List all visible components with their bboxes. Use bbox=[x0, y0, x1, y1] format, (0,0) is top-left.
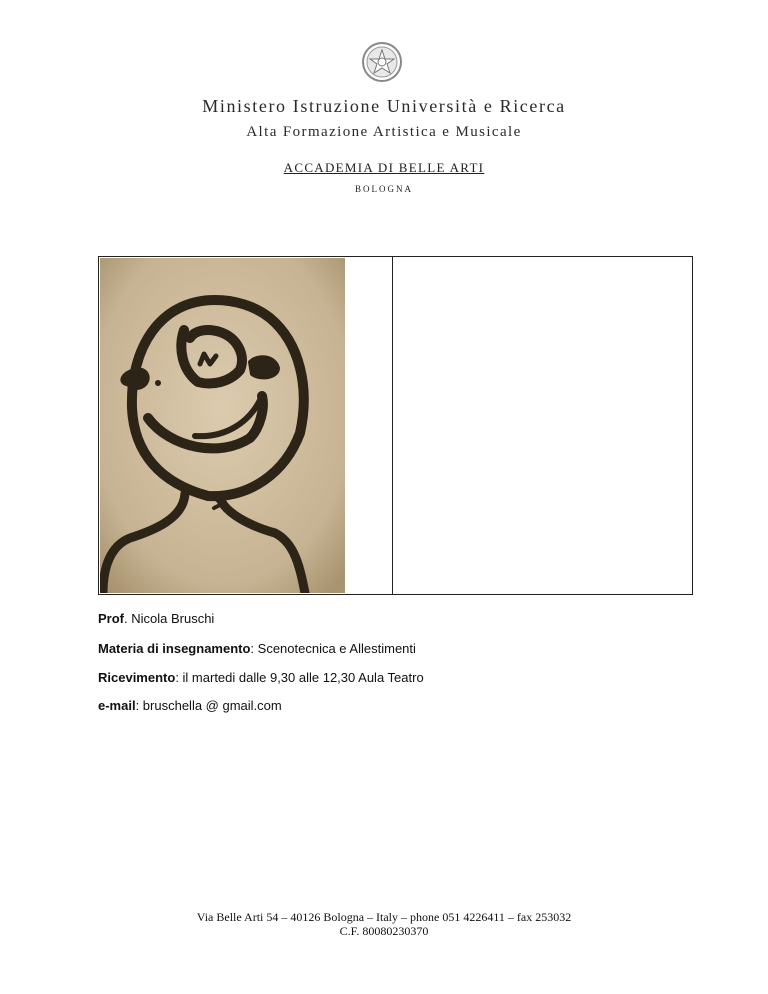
afam-subtitle: Alta Formazione Artistica e Musicale bbox=[246, 124, 522, 140]
footer-address: Via Belle Arti 54 – 40126 Bologna – Italy – phone 051 4226411 – fax 253032 bbox=[196, 910, 572, 924]
office-hours-line bbox=[98, 670, 424, 685]
italian-republic-emblem-icon bbox=[360, 40, 404, 84]
city-name: BOLOGNA bbox=[355, 184, 413, 194]
professor-name: . Nicola Bruschi bbox=[124, 611, 215, 626]
email-value[interactable]: : bruschella @ gmail.com bbox=[135, 698, 282, 713]
ministry-title: Ministero Istruzione Università e Ricerca bbox=[202, 96, 566, 116]
academy-name-text: ACCADEMIA DI BELLE ARTI bbox=[283, 160, 485, 175]
professor-line bbox=[98, 611, 214, 626]
office-hours-value: : il martedi dalle 9,30 alle 12,30 Aula Teatro bbox=[175, 670, 424, 685]
email-line bbox=[98, 698, 282, 713]
footer-tax-code: C.F. 80080230370 bbox=[339, 924, 429, 938]
academy-name bbox=[0, 160, 768, 176]
office-hours-label: Ricevimento bbox=[98, 670, 176, 685]
table-cell-divider bbox=[392, 257, 393, 594]
subject-label: Materia di insegnamento bbox=[98, 641, 251, 656]
professor-label: Prof bbox=[98, 611, 124, 626]
portrait-drawing bbox=[100, 258, 345, 593]
subject-line bbox=[98, 641, 416, 656]
subject-value: : Scenotecnica e Allestimenti bbox=[250, 641, 416, 656]
email-label: e-mail bbox=[98, 698, 136, 713]
portrait-table bbox=[98, 256, 693, 595]
